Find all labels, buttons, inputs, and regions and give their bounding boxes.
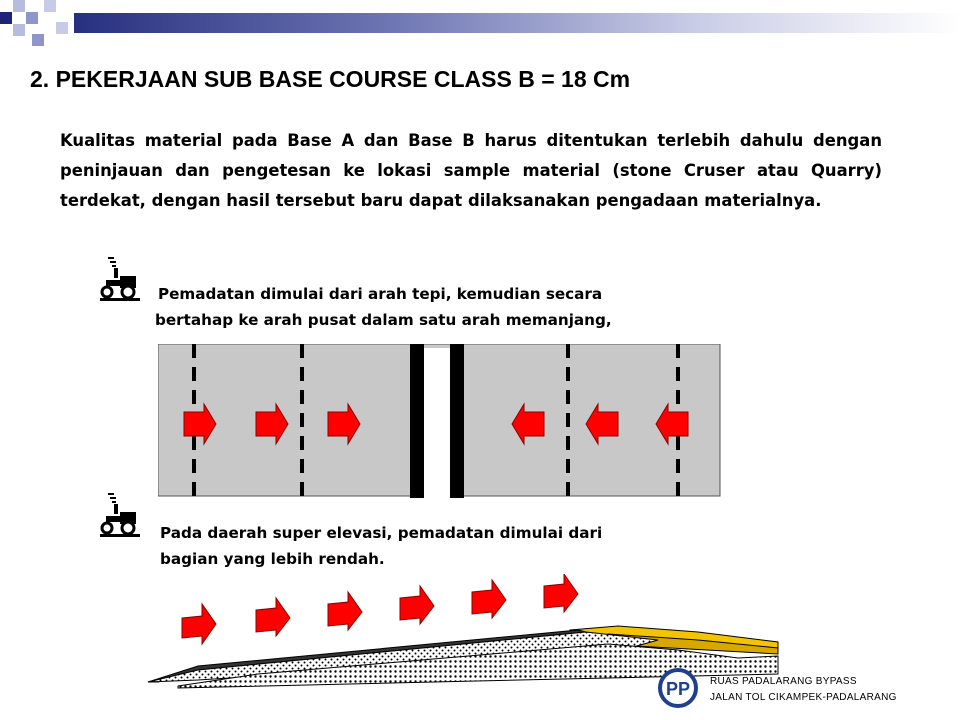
footer-line-2: JALAN TOL CIKAMPEK-PADALARANG — [710, 692, 897, 703]
arrow-right — [328, 592, 362, 630]
arrow-right — [400, 586, 434, 624]
corner-decoration — [0, 0, 80, 52]
intro-paragraph: Kualitas material pada Base A dan Base B harus ditentukan terlebih dahulu dengan peninjauan dan pengetesan ke lokasi sample material (stone Cruser atau Quarry) terdekat, dengan hasil tersebut baru dapat dilaksanakan pengadaan materialnya. — [60, 131, 882, 210]
bullet-2-line-1: Pada daerah super elevasi, pemadatan dimulai dari — [160, 524, 603, 542]
footer-text — [710, 674, 897, 706]
svg-text:PP: PP — [665, 679, 691, 699]
bullet-2-line-2: bagian yang lebih rendah. — [160, 550, 385, 568]
pp-logo — [656, 668, 702, 708]
bullet-1-line-1: Pemadatan dimulai dari arah tepi, kemudian secara — [158, 285, 603, 303]
arrow-right — [256, 598, 290, 636]
road-top-view-diagram — [158, 344, 724, 500]
tractor-icon — [98, 256, 142, 302]
arrow-right — [472, 580, 506, 618]
title-bar — [74, 13, 960, 33]
tractor-icon — [98, 492, 142, 538]
arrow-right — [544, 574, 578, 612]
bullet-1-line-2: bertahap ke arah pusat dalam satu arah memanjang, — [155, 311, 612, 329]
slide-title: 2. PEKERJAAN SUB BASE COURSE CLASS B = 18 Cm — [30, 66, 631, 92]
footer-line-1: RUAS PADALARANG BYPASS — [710, 676, 857, 687]
arrow-right — [182, 604, 216, 644]
